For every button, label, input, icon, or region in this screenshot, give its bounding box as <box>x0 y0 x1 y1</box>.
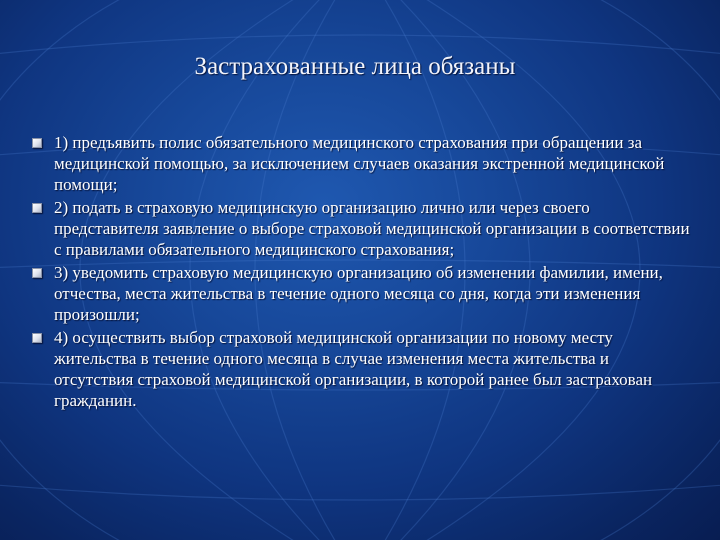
list-item <box>30 262 690 325</box>
square-bullet-icon <box>32 333 42 343</box>
square-bullet-icon <box>32 138 42 148</box>
bullet-list <box>30 132 690 413</box>
square-bullet-icon <box>32 268 42 278</box>
bullet-text: 2) подать в страховую медицинскую организацию лично или через своего представителя заявление о выборе страховой медицинской организации в соответствии с правилами обязательного медицинского страхования; <box>54 198 690 259</box>
list-item <box>30 327 690 411</box>
slide-title: Застрахованные лица обязаны <box>194 53 516 80</box>
list-item <box>30 197 690 260</box>
list-item <box>30 132 690 195</box>
bullet-text: 3) уведомить страховую медицинскую организацию об изменении фамилии, имени, отчества, места жительства в течение одного месяца со дня, когда эти изменения произошли; <box>54 263 663 324</box>
bullet-text: 4) осуществить выбор страховой медицинской организации по новому месту жительства в течение одного месяца в случае изменения места жительства и отсутствия страховой медицинской организации, в которой ранее был застрахован гражданин. <box>54 328 653 410</box>
square-bullet-icon <box>32 203 42 213</box>
bullet-text: 1) предъявить полис обязательного медицинского страхования при обращении за медицинской помощью, за исключением случаев оказания экстренной медицинской помощи; <box>54 133 665 194</box>
